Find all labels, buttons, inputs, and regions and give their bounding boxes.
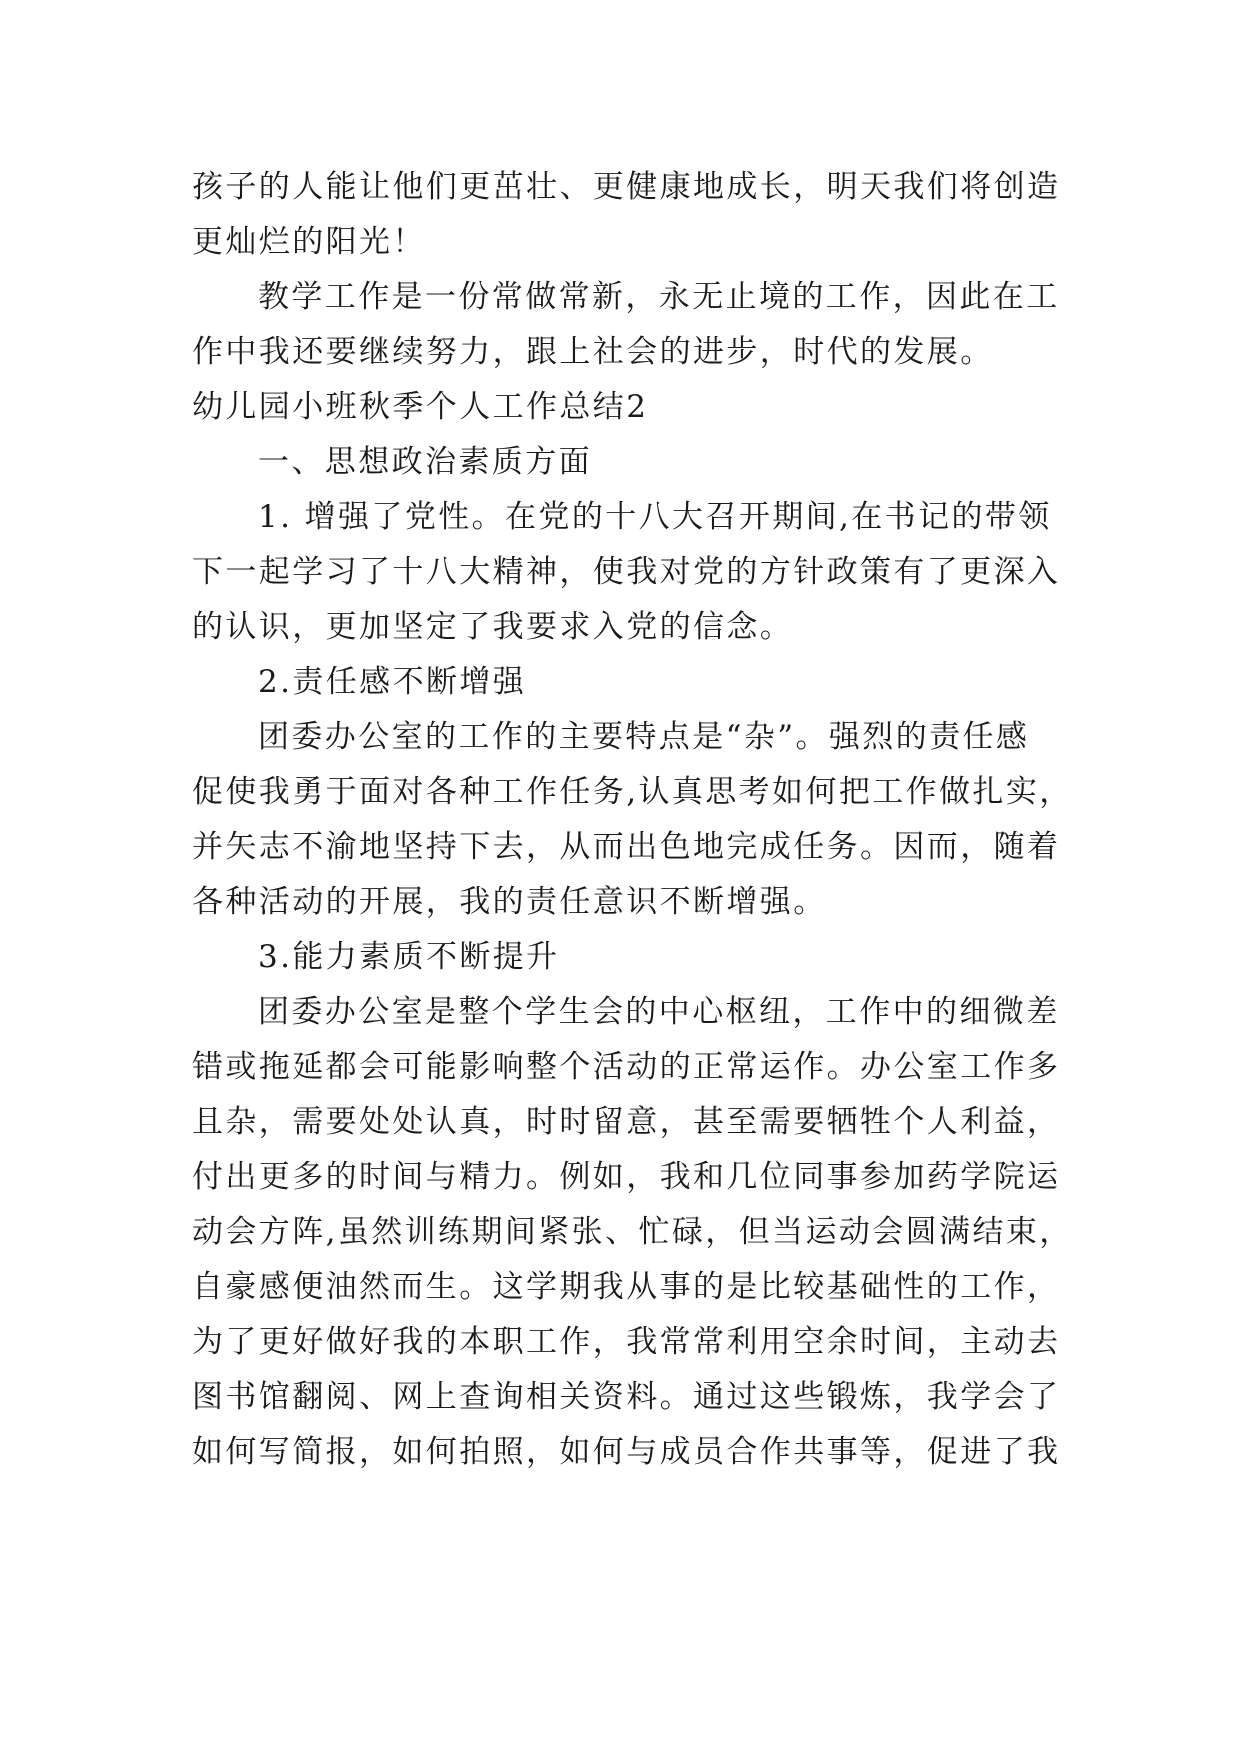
body-text-line: 付出更多的时间与精力。例如，我和几位同事参加药学院运	[192, 1159, 1061, 1195]
body-text-line: 作中我还要继续努力，跟上社会的进步，时代的发展。	[192, 334, 994, 370]
body-text-line: 为了更好做好我的本职工作，我常常利用空余时间，主动去	[192, 1324, 1061, 1360]
body-text-line: 如何写简报，如何拍照，如何与成员合作共事等，促进了我	[192, 1434, 1061, 1470]
body-text-line: 各种活动的开展，我的责任意识不断增强。	[192, 884, 827, 920]
section-heading: 一、思想政治素质方面	[258, 444, 592, 480]
section-title: 幼儿园小班秋季个人工作总结2	[192, 389, 649, 425]
body-text-line: 的认识，更加坚定了我要求入党的信念。	[192, 609, 794, 645]
paragraph-first-line: 1. 增强了党性。在党的十八大召开期间,在书记的带领	[258, 499, 1052, 535]
body-text-line: 孩子的人能让他们更茁壮、更健康地成长，明天我们将创造	[192, 169, 1061, 205]
body-text-line: 错或拖延都会可能影响整个活动的正常运作。办公室工作多	[192, 1049, 1061, 1085]
document-body	[192, 160, 1073, 1480]
body-text-line: 下一起学习了十八大精神，使我对党的方针政策有了更深入	[192, 554, 1061, 590]
body-text-line: 且杂，需要处处认真，时时留意，甚至需要牺牲个人利益，	[192, 1104, 1061, 1140]
paragraph-first-line: 教学工作是一份常做常新，永无止境的工作，因此在工	[258, 279, 1060, 315]
subsection-heading: 2.责任感不断增强	[258, 664, 527, 700]
body-text-line: 促使我勇于面对各种工作任务,认真思考如何把工作做扎实，	[192, 774, 1073, 810]
body-text-line: 动会方阵,虽然训练期间紧张、忙碌，但当运动会圆满结束，	[192, 1214, 1073, 1250]
body-text-line: 图书馆翻阅、网上查询相关资料。通过这些锻炼，我学会了	[192, 1379, 1061, 1415]
paragraph-first-line: 团委办公室是整个学生会的中心枢纽，工作中的细微差	[258, 994, 1060, 1030]
subsection-heading: 3.能力素质不断提升	[258, 939, 560, 975]
body-text-line: 自豪感便油然而生。这学期我从事的是比较基础性的工作，	[192, 1269, 1061, 1305]
paragraph-first-line: 团委办公室的工作的主要特点是“杂”。强烈的责任感	[258, 719, 1030, 755]
body-text-line: 更灿烂的阳光！	[192, 224, 426, 260]
body-text-line: 并矢志不渝地坚持下去，从而出色地完成任务。因而，随着	[192, 829, 1061, 865]
